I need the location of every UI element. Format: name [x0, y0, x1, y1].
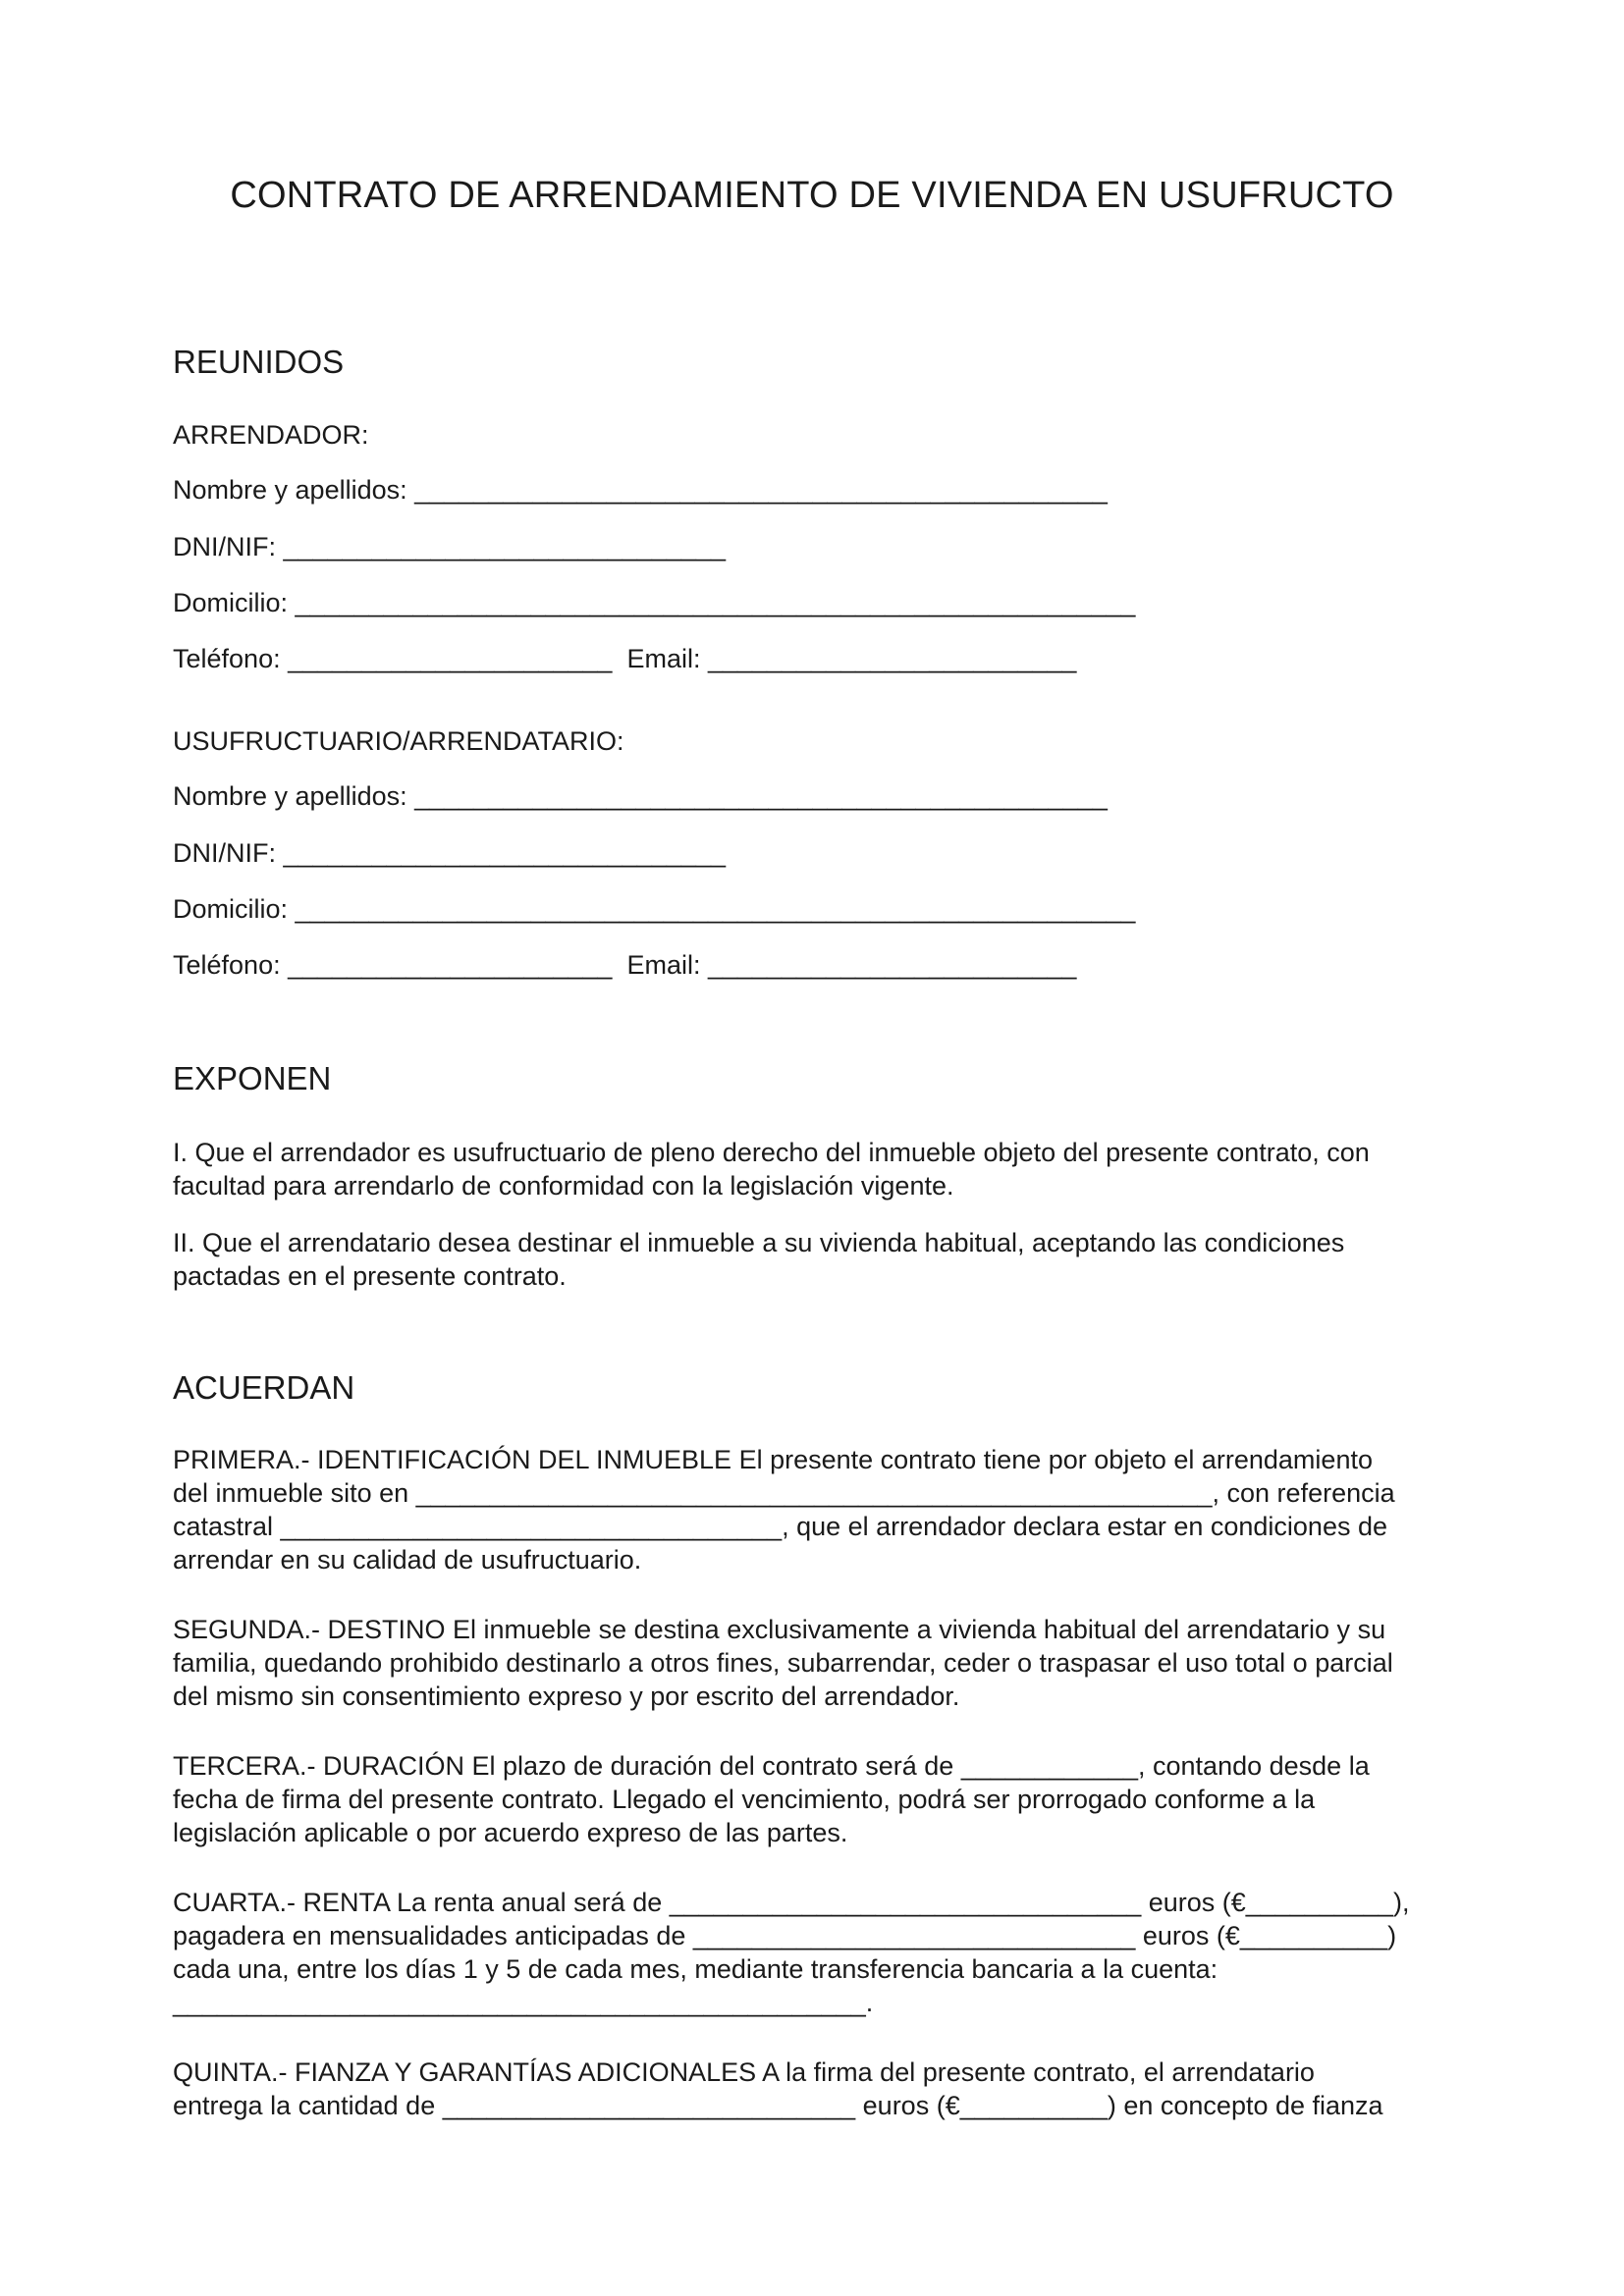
- exponen-paragraph-1: [173, 1136, 1449, 1202]
- text-line: _______________________________________________.: [173, 1988, 874, 2017]
- text-line: cada una, entre los días 1 y 5 de cada mes, mediante transferencia bancaria a la cuenta:: [173, 1954, 1218, 1984]
- arrendador-label: ARRENDADOR:: [173, 420, 369, 450]
- text-line: familia, quedando prohibido destinarlo a otros fines, subarrendar, ceder o traspasar el uso total o parcial: [173, 1648, 1393, 1678]
- text-line: pactadas en el presente contrato.: [173, 1261, 567, 1291]
- text-line: catastral __________________________________, que el arrendador declara estar en condiciones de: [173, 1512, 1387, 1541]
- arrendador-nombre-field: Nombre y apellidos: _______________________________________________: [173, 475, 1108, 505]
- arrendador-dni-field: DNI/NIF: ______________________________: [173, 532, 726, 561]
- text-line: del mismo sin consentimiento expreso y por escrito del arrendador.: [173, 1682, 960, 1711]
- usufructuario-contacto-field: Teléfono: ______________________ Email: _________________________: [173, 950, 1077, 980]
- text-line: TERCERA.- DURACIÓN El plazo de duración del contrato será de ____________, contando desde la: [173, 1751, 1370, 1781]
- clause-primera: [173, 1443, 1449, 1576]
- section-heading-acuerdan: ACUERDAN: [173, 1369, 355, 1406]
- arrendador-domicilio-field: Domicilio: _________________________________________________________: [173, 588, 1136, 617]
- text-line: entrega la cantidad de ____________________________ euros (€__________) en concepto de fianza: [173, 2091, 1383, 2120]
- exponen-paragraph-2: [173, 1226, 1449, 1293]
- text-line: pagadera en mensualidades anticipadas de ______________________________ euros (€__________): [173, 1921, 1397, 1950]
- text-line: legislación aplicable o por acuerdo expreso de las partes.: [173, 1818, 848, 1847]
- section-heading-exponen: EXPONEN: [173, 1060, 332, 1096]
- arrendador-contacto-field: Teléfono: ______________________ Email: _________________________: [173, 644, 1077, 673]
- clause-tercera: [173, 1749, 1449, 1849]
- section-heading-reunidos: REUNIDOS: [173, 344, 345, 380]
- text-line: facultad para arrendarlo de conformidad con la legislación vigente.: [173, 1171, 954, 1201]
- text-line: arrendar en su calidad de usufructuario.: [173, 1545, 642, 1575]
- document-title: CONTRATO DE ARRENDAMIENTO DE VIVIENDA EN USUFRUCTO: [230, 175, 1394, 216]
- text-line: II. Que el arrendatario desea destinar el inmueble a su vivienda habitual, aceptando las condiciones: [173, 1228, 1345, 1257]
- usufructuario-domicilio-field: Domicilio: _________________________________________________________: [173, 894, 1136, 924]
- text-line: I. Que el arrendador es usufructuario de pleno derecho del inmueble objeto del presente contrato, con: [173, 1138, 1370, 1167]
- text-line: del inmueble sito en ______________________________________________________, con referencia: [173, 1478, 1395, 1508]
- text-line: QUINTA.- FIANZA Y GARANTÍAS ADICIONALES A la firma del presente contrato, el arrendatario: [173, 2057, 1315, 2087]
- text-line: CUARTA.- RENTA La renta anual será de ________________________________ euros (€__________),: [173, 1888, 1410, 1917]
- usufructuario-dni-field: DNI/NIF: ______________________________: [173, 838, 726, 868]
- clause-cuarta: [173, 1886, 1449, 2019]
- clause-quinta: [173, 2056, 1449, 2122]
- clause-segunda: [173, 1613, 1449, 1713]
- text-line: SEGUNDA.- DESTINO El inmueble se destina exclusivamente a vivienda habitual del arrendatario y su: [173, 1615, 1386, 1644]
- usufructuario-nombre-field: Nombre y apellidos: _______________________________________________: [173, 781, 1108, 811]
- usufructuario-label: USUFRUCTUARIO/ARRENDATARIO:: [173, 726, 624, 756]
- text-line: PRIMERA.- IDENTIFICACIÓN DEL INMUEBLE El presente contrato tiene por objeto el arrendamiento: [173, 1445, 1373, 1474]
- text-line: fecha de firma del presente contrato. Llegado el vencimiento, podrá ser prorrogado conforme a la: [173, 1785, 1316, 1814]
